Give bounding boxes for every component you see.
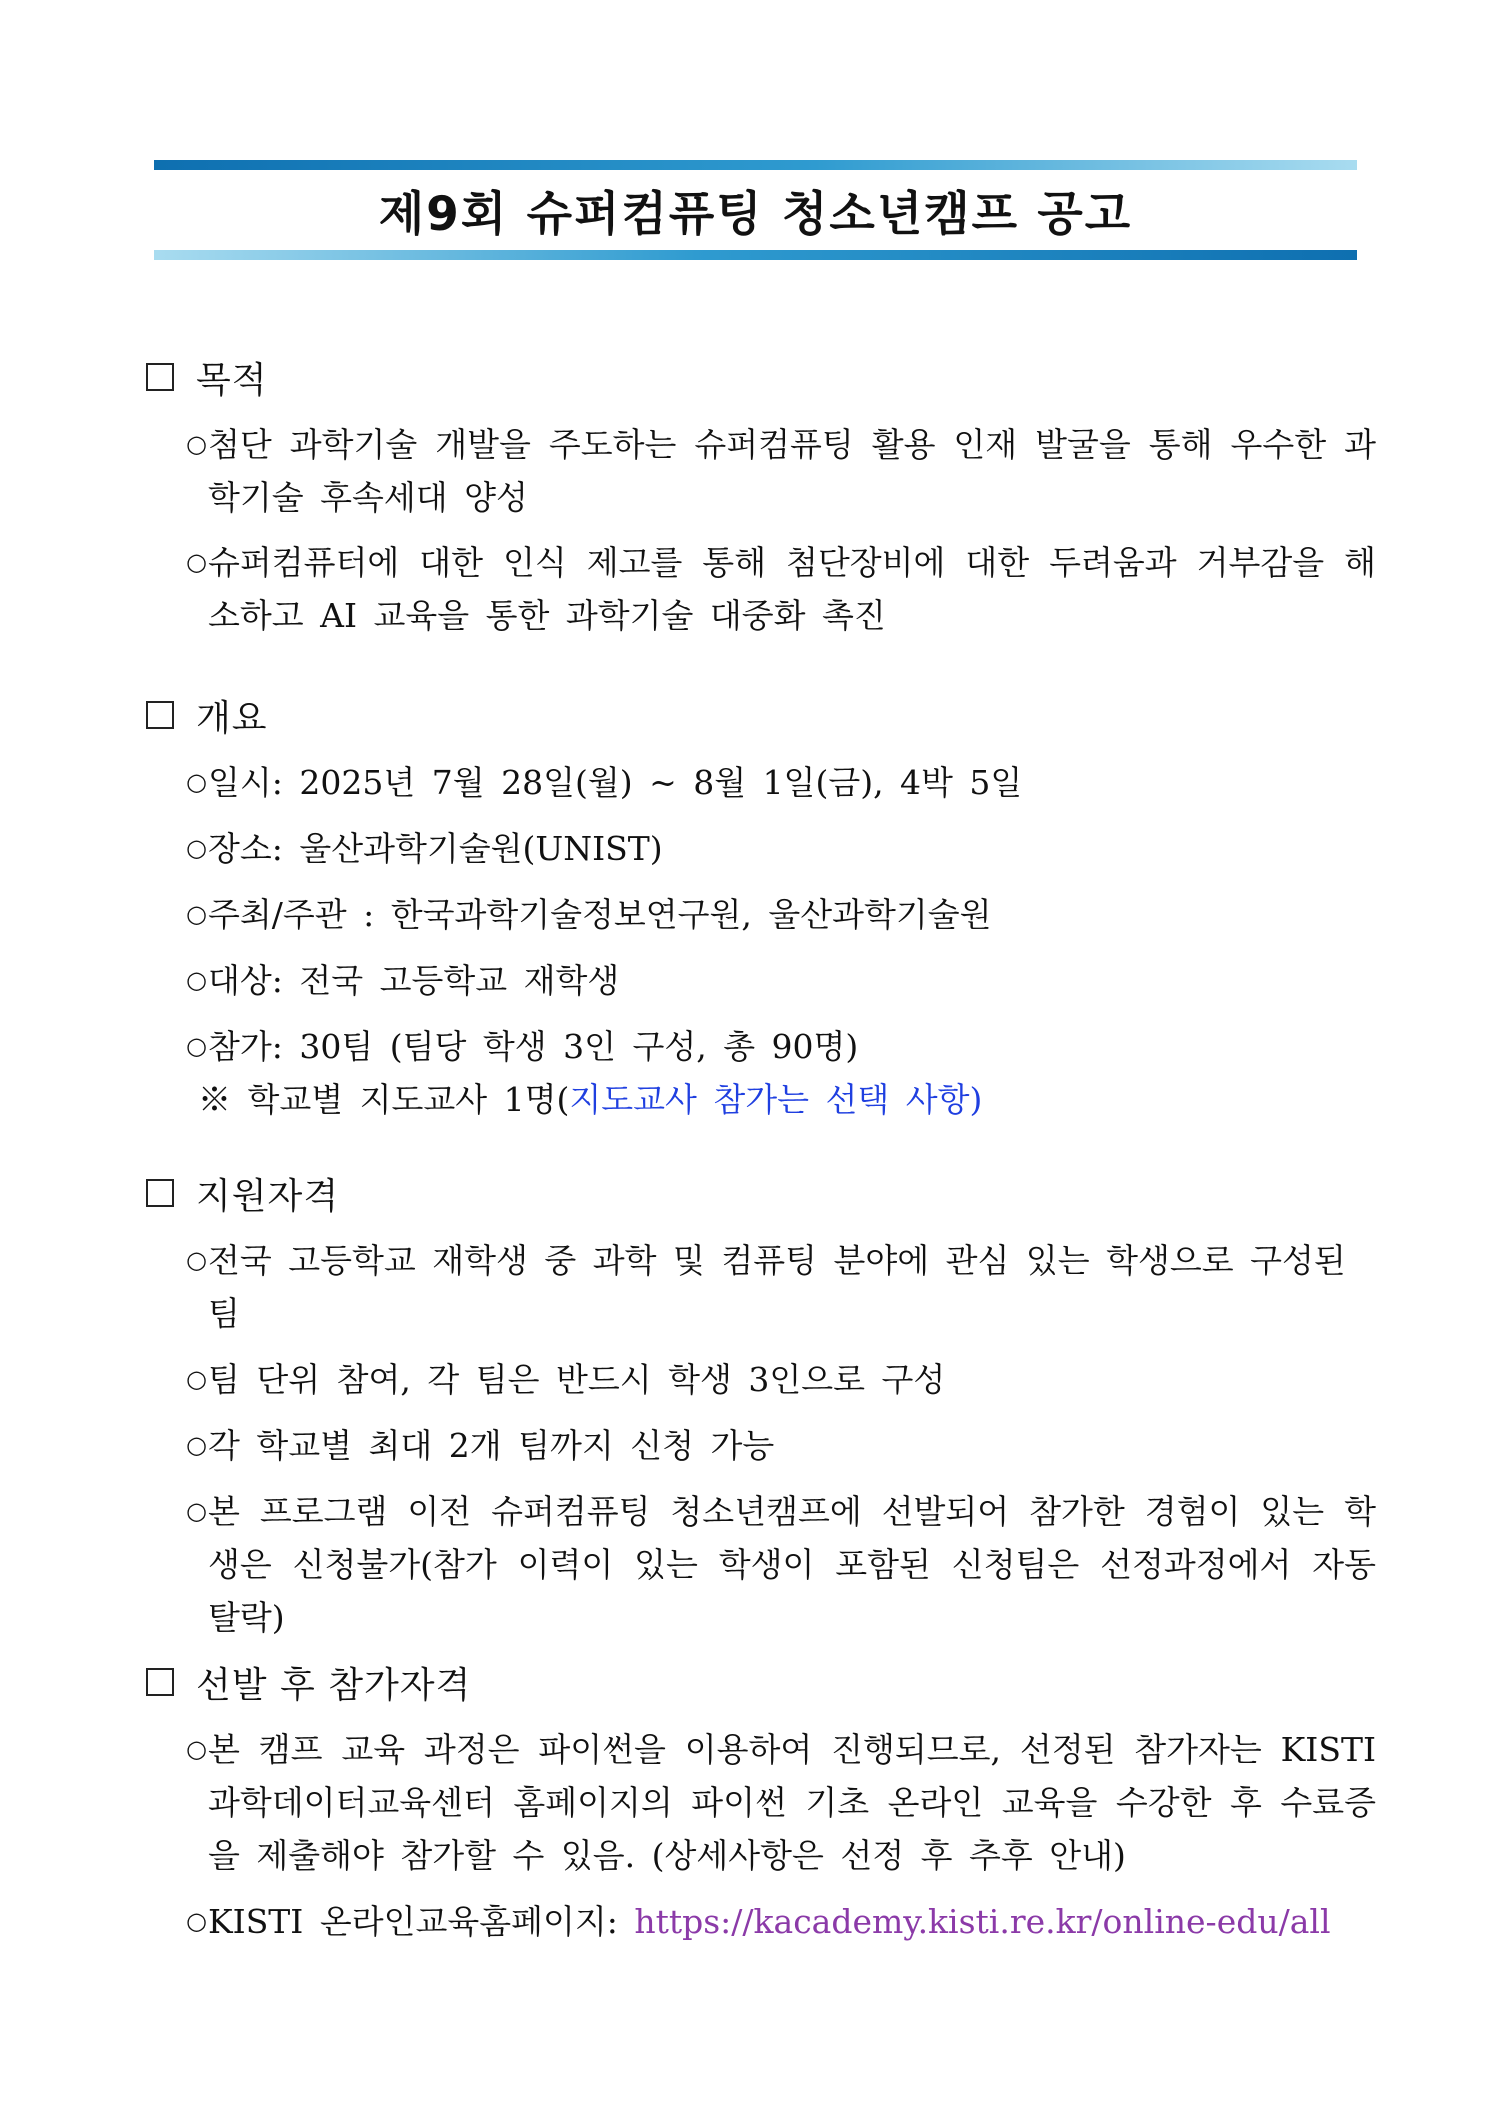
title-banner <box>154 160 1357 260</box>
teacher-note <box>146 1073 1376 1126</box>
list-item <box>146 756 1376 809</box>
item-text: 본 프로그램 이전 슈퍼컴퓨팅 청소년캠프에 선발되어 참가한 경험이 있는 학생은 신청불가(참가 이력이 있는 학생이 포함된 신청팀은 선정과정에서 자동 탈락) <box>208 1492 1376 1637</box>
list-item <box>146 1485 1376 1644</box>
item-text: 참가: 30팀 (팀당 학생 3인 구성, 총 90명) <box>208 1027 859 1066</box>
section-heading <box>146 1168 1376 1218</box>
item-text: 각 학교별 최대 2개 팀까지 신청 가능 <box>208 1426 775 1465</box>
bullet-circle-icon: ○ <box>186 966 207 994</box>
note-highlight: 지도교사 참가는 선택 사항) <box>569 1080 983 1119</box>
online-edu-link[interactable]: https://kacademy.kisti.re.kr/online-edu/all <box>634 1902 1331 1941</box>
checkbox-square-icon <box>146 363 174 391</box>
section-heading <box>146 690 1376 740</box>
bullet-circle-icon: ○ <box>186 768 207 796</box>
section-title: 지원자격 <box>196 1175 340 1217</box>
bullet-circle-icon: ○ <box>186 834 207 862</box>
section-title: 선발 후 참가자격 <box>196 1664 472 1706</box>
item-text: 팀 단위 참여, 각 팀은 반드시 학생 3인으로 구성 <box>208 1360 946 1399</box>
list-item <box>146 1419 1376 1472</box>
section-heading <box>146 352 1376 402</box>
banner-top-bar <box>154 160 1357 170</box>
bullet-circle-icon: ○ <box>186 1365 207 1393</box>
item-text: 본 캠프 교육 과정은 파이썬을 이용하여 진행되므로, 선정된 참가자는 KISTI과학데이터교육센터 홈페이지의 파이썬 기초 온라인 교육을 수강한 후 수료증을 제출해야 참가할 수 있음. (상세사항은 선정 후 추후 안내) <box>208 1730 1376 1875</box>
bullet-circle-icon: ○ <box>186 900 207 928</box>
section-title: 목적 <box>196 359 268 401</box>
checkbox-square-icon <box>146 701 174 729</box>
note-text: ※ 학교별 지도교사 1명( <box>198 1080 570 1119</box>
bullet-circle-icon: ○ <box>186 1497 207 1525</box>
bullet-circle-icon: ○ <box>186 1246 207 1274</box>
item-text: 대상: 전국 고등학교 재학생 <box>208 961 620 1000</box>
bullet-circle-icon: ○ <box>186 430 207 458</box>
item-text: 슈퍼컴퓨터에 대한 인식 제고를 통해 첨단장비에 대한 두려움과 거부감을 해소하고 AI 교육을 통한 과학기술 대중화 촉진 <box>208 543 1376 635</box>
bullet-circle-icon: ○ <box>186 1735 207 1763</box>
item-text: 첨단 과학기술 개발을 주도하는 슈퍼컴퓨팅 활용 인재 발굴을 통해 우수한 과학기술 후속세대 양성 <box>208 425 1376 517</box>
section-overview <box>146 690 1376 1126</box>
item-text: 전국 고등학교 재학생 중 과학 및 컴퓨팅 분야에 관심 있는 학생으로 구성된 팀 <box>208 1241 1346 1333</box>
section-eligibility <box>146 1168 1376 1644</box>
list-item <box>146 1895 1376 1948</box>
bullet-circle-icon: ○ <box>186 1032 207 1060</box>
page-title: 제9회 슈퍼컴퓨팅 청소년캠프 공고 <box>378 186 1133 242</box>
bullet-circle-icon: ○ <box>186 548 207 576</box>
checkbox-square-icon <box>146 1179 174 1207</box>
section-title: 개요 <box>196 697 268 739</box>
item-text: 일시: 2025년 7월 28일(월) ~ 8월 1일(금), 4박 5일 <box>208 763 1023 802</box>
item-text: 주최/주관 : 한국과학기술정보연구원, 울산과학기술원 <box>208 895 992 934</box>
list-item <box>146 536 1376 642</box>
list-item <box>146 888 1376 941</box>
list-item <box>146 1234 1376 1340</box>
checkbox-square-icon <box>146 1668 174 1696</box>
list-item <box>146 1723 1376 1882</box>
link-label: KISTI 온라인교육홈페이지: <box>208 1902 635 1941</box>
bullet-circle-icon: ○ <box>186 1431 207 1459</box>
list-item <box>146 1020 1376 1073</box>
section-after-selection <box>146 1657 1376 1948</box>
bullet-circle-icon: ○ <box>186 1907 207 1935</box>
section-heading <box>146 1657 1376 1707</box>
list-item <box>146 822 1376 875</box>
banner-bottom-bar <box>154 250 1357 260</box>
list-item <box>146 1353 1376 1406</box>
section-purpose <box>146 352 1376 642</box>
list-item <box>146 954 1376 1007</box>
item-text: 장소: 울산과학기술원(UNIST) <box>208 829 663 868</box>
list-item <box>146 418 1376 524</box>
